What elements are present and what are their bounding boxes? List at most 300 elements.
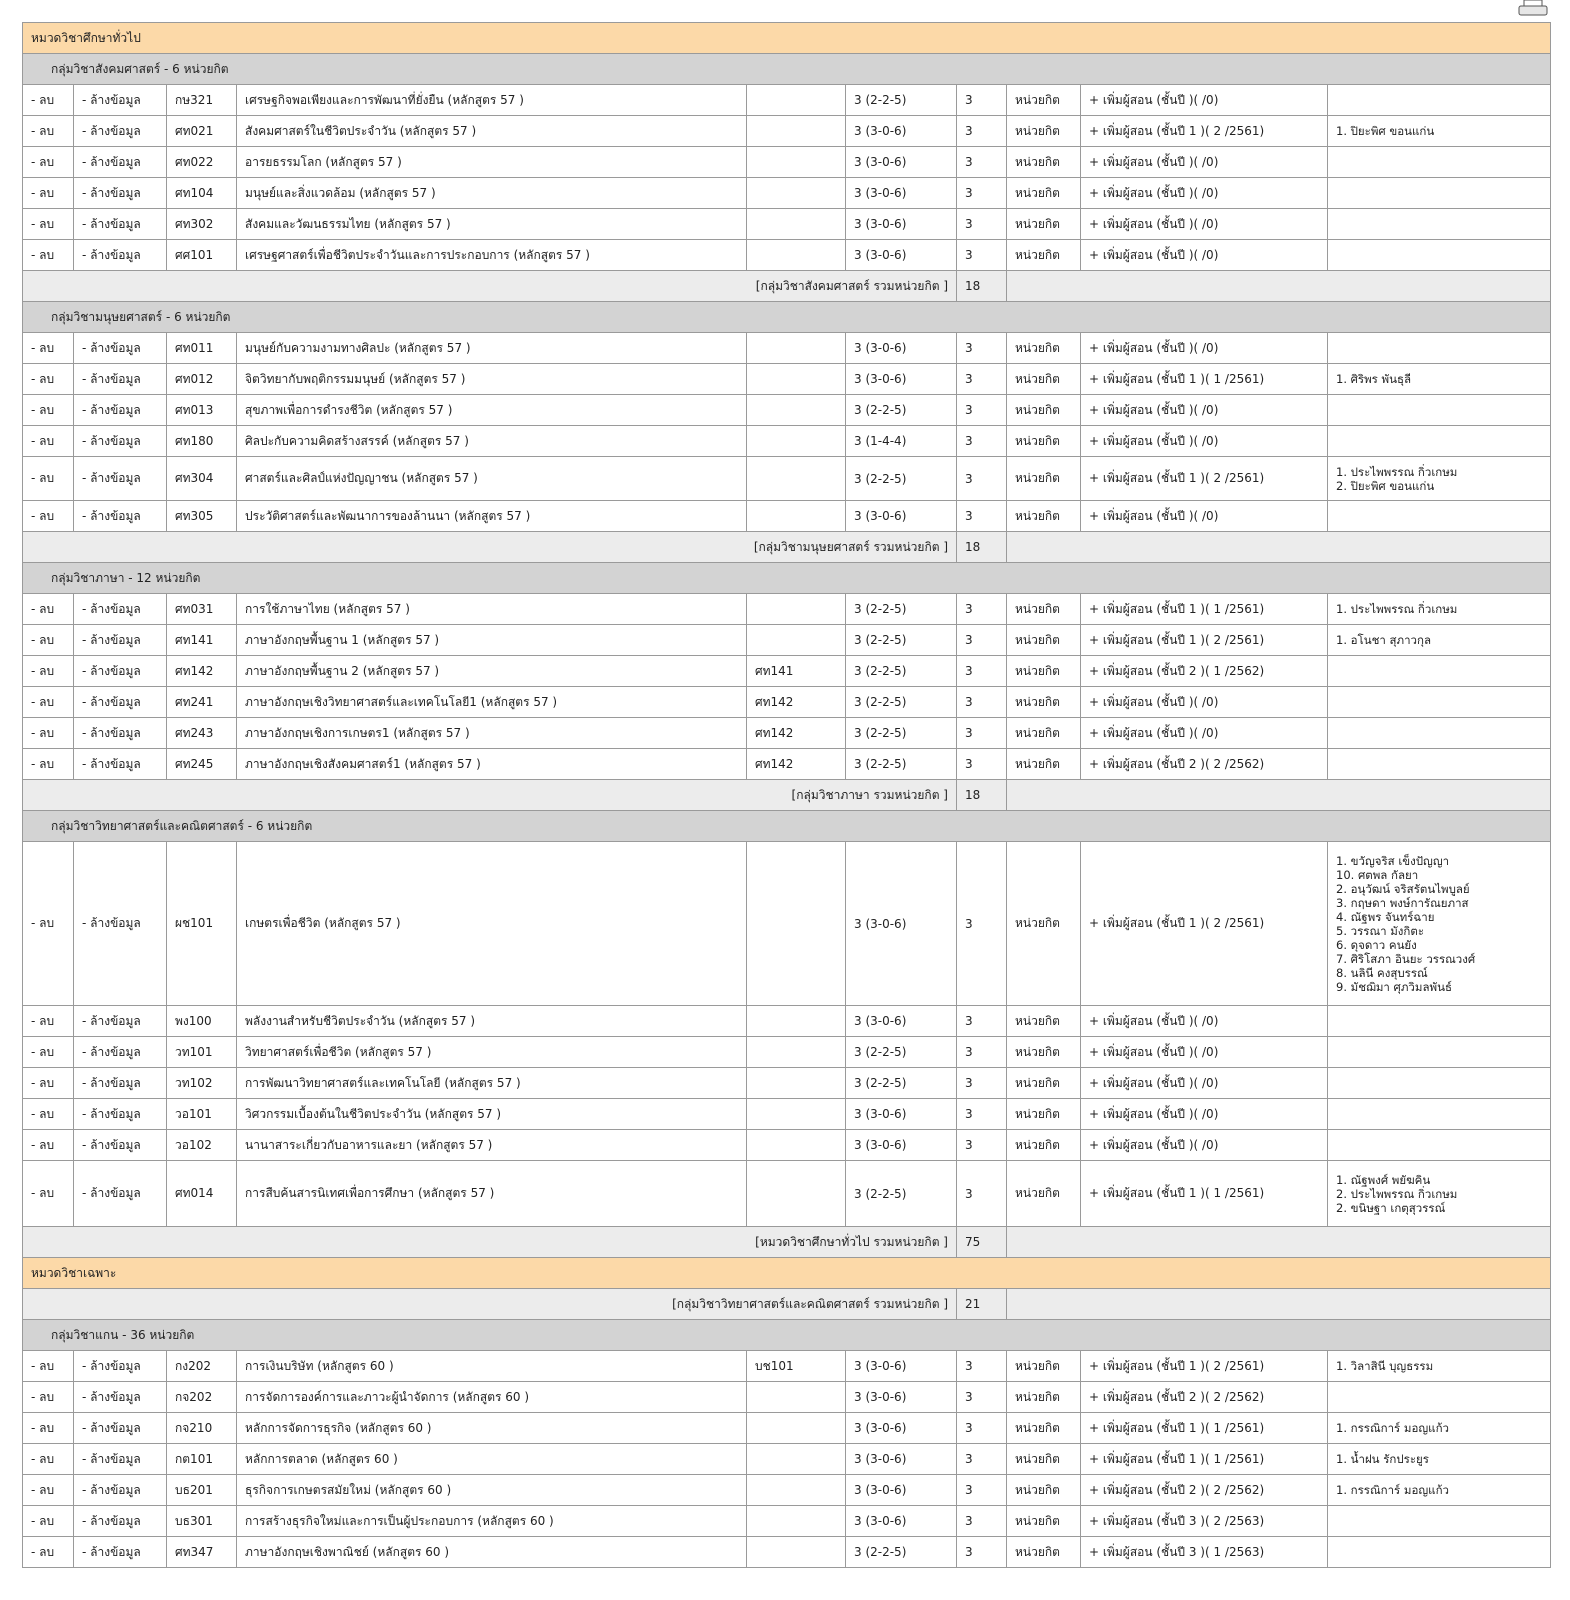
instructor-list: [1328, 240, 1551, 271]
delete-link[interactable]: - ลบ: [31, 402, 55, 417]
clear-data-link[interactable]: - ล้างข้อมูล: [82, 247, 141, 262]
credit-detail: 3 (2-2-5): [846, 718, 957, 749]
clear-data-link[interactable]: - ล้างข้อมูล: [82, 1451, 141, 1466]
clear-cell: [74, 687, 167, 718]
credit-unit: หน่วยกิต: [1007, 1475, 1081, 1506]
add-instructor-cell: [1081, 749, 1328, 780]
clear-data-link[interactable]: - ล้างข้อมูล: [82, 1420, 141, 1435]
prerequisite: [747, 85, 846, 116]
subtotal-label: [กลุ่มวิชาวิทยาศาสตร์และคณิตศาสตร์ รวมหน่วยกิต ]: [23, 1289, 957, 1320]
subtotal-label: [กลุ่มวิชาภาษา รวมหน่วยกิต ]: [23, 780, 957, 811]
add-instructor-link[interactable]: + เพิ่มผู้สอน (ชั้นปี 1 )( 1 /2561): [1089, 1451, 1265, 1466]
clear-cell: [74, 178, 167, 209]
add-instructor-cell: [1081, 85, 1328, 116]
instructor-list: [1328, 85, 1551, 116]
credits: 3: [957, 687, 1007, 718]
add-instructor-cell: [1081, 457, 1328, 501]
add-instructor-link[interactable]: + เพิ่มผู้สอน (ชั้นปี 1 )( 1 /2561): [1089, 371, 1265, 386]
add-instructor-cell: [1081, 1444, 1328, 1475]
credits: 3: [957, 1351, 1007, 1382]
delete-cell: [23, 656, 74, 687]
group-label: กลุ่มวิชาวิทยาศาสตร์และคณิตศาสตร์ - 6 หน่วยกิต: [23, 811, 1551, 842]
credit-detail: 3 (3-0-6): [846, 1130, 957, 1161]
course-row: [23, 501, 1551, 532]
credits: 3: [957, 1475, 1007, 1506]
clear-data-link[interactable]: - ล้างข้อมูล: [82, 92, 141, 107]
add-instructor-link[interactable]: + เพิ่มผู้สอน (ชั้นปี 3 )( 1 /2563): [1089, 1544, 1265, 1559]
instructor-list: [1328, 1130, 1551, 1161]
clear-data-link[interactable]: - ล้างข้อมูล: [82, 471, 141, 485]
add-instructor-link[interactable]: + เพิ่มผู้สอน (ชั้นปี )( /0): [1089, 433, 1219, 448]
course-code: ศท104: [167, 178, 237, 209]
instructor-list: [1328, 501, 1551, 532]
delete-link[interactable]: - ลบ: [31, 123, 55, 138]
credit-unit: หน่วยกิต: [1007, 395, 1081, 426]
clear-cell: [74, 333, 167, 364]
add-instructor-link[interactable]: + เพิ่มผู้สอน (ชั้นปี 1 )( 2 /2561): [1089, 471, 1265, 485]
clear-cell: [74, 1444, 167, 1475]
instructor-name: 2. ปิยะพิศ ขอนแก่น: [1336, 478, 1435, 493]
add-instructor-link[interactable]: + เพิ่มผู้สอน (ชั้นปี 1 )( 2 /2561): [1089, 916, 1265, 930]
clear-cell: [74, 1413, 167, 1444]
delete-link[interactable]: - ลบ: [31, 1358, 55, 1373]
add-instructor-cell: [1081, 501, 1328, 532]
delete-cell: [23, 1068, 74, 1099]
add-instructor-link[interactable]: + เพิ่มผู้สอน (ชั้นปี )( /0): [1089, 725, 1219, 740]
add-instructor-link[interactable]: + เพิ่มผู้สอน (ชั้นปี 1 )( 1 /2561): [1089, 601, 1265, 616]
credit-detail: 3 (3-0-6): [846, 1351, 957, 1382]
clear-data-link[interactable]: - ล้างข้อมูล: [82, 1544, 141, 1559]
course-row: [23, 1006, 1551, 1037]
prerequisite: [747, 364, 846, 395]
course-code: พง100: [167, 1006, 237, 1037]
subtotal-row: [23, 532, 1551, 563]
credits: 3: [957, 147, 1007, 178]
delete-link[interactable]: - ลบ: [31, 1075, 55, 1090]
add-instructor-link[interactable]: + เพิ่มผู้สอน (ชั้นปี )( /0): [1089, 1044, 1219, 1059]
delete-link[interactable]: - ลบ: [31, 1389, 55, 1404]
course-row: [23, 749, 1551, 780]
credit-unit: หน่วยกิต: [1007, 116, 1081, 147]
clear-data-link[interactable]: - ล้างข้อมูล: [82, 216, 141, 231]
add-instructor-link[interactable]: + เพิ่มผู้สอน (ชั้นปี 2 )( 2 /2562): [1089, 1389, 1265, 1404]
clear-cell: [74, 1037, 167, 1068]
credit-detail: 3 (3-0-6): [846, 842, 957, 1006]
clear-data-link[interactable]: - ล้างข้อมูล: [82, 1482, 141, 1497]
subtotal-credits: 18: [957, 780, 1007, 811]
delete-link[interactable]: - ลบ: [31, 471, 55, 485]
subtotal-filler: [1007, 780, 1551, 811]
delete-cell: [23, 1506, 74, 1537]
credit-unit: หน่วยกิต: [1007, 426, 1081, 457]
clear-data-link[interactable]: - ล้างข้อมูล: [82, 340, 141, 355]
delete-cell: [23, 749, 74, 780]
category-label: หมวดวิชาศึกษาทั่วไป: [23, 23, 1551, 54]
instructor-list: [1328, 656, 1551, 687]
delete-link[interactable]: - ลบ: [31, 1513, 55, 1528]
course-name: การสืบค้นสารนิเทศเพื่อการศึกษา (หลักสูตร 57 ): [237, 1161, 747, 1227]
instructor-list: [1328, 1413, 1551, 1444]
clear-data-link[interactable]: - ล้างข้อมูล: [82, 1358, 141, 1373]
credit-unit: หน่วยกิต: [1007, 1413, 1081, 1444]
category-label: หมวดวิชาเฉพาะ: [23, 1258, 1551, 1289]
course-row: [23, 426, 1551, 457]
course-name: สังคมและวัฒนธรรมไทย (หลักสูตร 57 ): [237, 209, 747, 240]
instructor-list: [1328, 1037, 1551, 1068]
delete-link[interactable]: - ลบ: [31, 601, 55, 616]
subtotal-credits: 18: [957, 532, 1007, 563]
credits: 3: [957, 1037, 1007, 1068]
credit-unit: หน่วยกิต: [1007, 625, 1081, 656]
prerequisite: [747, 1444, 846, 1475]
add-instructor-link[interactable]: + เพิ่มผู้สอน (ชั้นปี )( /0): [1089, 340, 1219, 355]
clear-data-link[interactable]: - ล้างข้อมูล: [82, 123, 141, 138]
delete-cell: [23, 395, 74, 426]
delete-link[interactable]: - ลบ: [31, 1186, 55, 1200]
credit-unit: หน่วยกิต: [1007, 1099, 1081, 1130]
course-code: ศท022: [167, 147, 237, 178]
credit-unit: หน่วยกิต: [1007, 457, 1081, 501]
add-instructor-link[interactable]: + เพิ่มผู้สอน (ชั้นปี 2 )( 2 /2562): [1089, 1482, 1265, 1497]
course-code: ศท021: [167, 116, 237, 147]
course-code: ผช101: [167, 842, 237, 1006]
delete-link[interactable]: - ลบ: [31, 694, 55, 709]
clear-data-link[interactable]: - ล้างข้อมูล: [82, 601, 141, 616]
clear-data-link[interactable]: - ล้างข้อมูล: [82, 1389, 141, 1404]
clear-data-link[interactable]: - ล้างข้อมูล: [82, 402, 141, 417]
instructor-name: 5. วรรณา มังกิตะ: [1336, 923, 1425, 938]
delete-cell: [23, 1006, 74, 1037]
instructor-name: 8. นลินี คงสุบรรณ์: [1336, 965, 1428, 980]
add-instructor-link[interactable]: + เพิ่มผู้สอน (ชั้นปี )( /0): [1089, 1075, 1219, 1090]
course-row: [23, 1382, 1551, 1413]
clear-data-link[interactable]: - ล้างข้อมูล: [82, 185, 141, 200]
credits: 3: [957, 116, 1007, 147]
course-code: ศท013: [167, 395, 237, 426]
instructor-name: 1. ปิยะพิศ ขอนแก่น: [1336, 124, 1435, 138]
credit-detail: 3 (3-0-6): [846, 1099, 957, 1130]
add-instructor-link[interactable]: + เพิ่มผู้สอน (ชั้นปี 1 )( 2 /2561): [1089, 123, 1265, 138]
clear-cell: [74, 718, 167, 749]
clear-cell: [74, 209, 167, 240]
subtotal-filler: [1007, 532, 1551, 563]
delete-cell: [23, 1099, 74, 1130]
clear-data-link[interactable]: - ล้างข้อมูล: [82, 1013, 141, 1028]
course-code: ศศ101: [167, 240, 237, 271]
course-name: การใช้ภาษาไทย (หลักสูตร 57 ): [237, 594, 747, 625]
course-row: [23, 687, 1551, 718]
add-instructor-link[interactable]: + เพิ่มผู้สอน (ชั้นปี )( /0): [1089, 154, 1219, 169]
delete-link[interactable]: - ลบ: [31, 632, 55, 647]
instructor-list: [1328, 116, 1551, 147]
course-row: [23, 1130, 1551, 1161]
clear-cell: [74, 1099, 167, 1130]
course-code: กจ202: [167, 1382, 237, 1413]
instructor-list: [1328, 625, 1551, 656]
clear-data-link[interactable]: - ล้างข้อมูล: [82, 694, 141, 709]
prerequisite: [747, 116, 846, 147]
credits: 3: [957, 718, 1007, 749]
prerequisite: [747, 1068, 846, 1099]
course-row: [23, 178, 1551, 209]
delete-link[interactable]: - ลบ: [31, 916, 55, 930]
clear-data-link[interactable]: - ล้างข้อมูล: [82, 433, 141, 448]
add-instructor-link[interactable]: + เพิ่มผู้สอน (ชั้นปี 1 )( 2 /2561): [1089, 1358, 1265, 1373]
delete-cell: [23, 687, 74, 718]
instructor-list: [1328, 749, 1551, 780]
instructor-name: 6. ดุจดาว คนยัง: [1336, 937, 1417, 952]
clear-data-link[interactable]: - ล้างข้อมูล: [82, 1075, 141, 1090]
delete-link[interactable]: - ลบ: [31, 185, 55, 200]
instructor-list: [1328, 395, 1551, 426]
clear-data-link[interactable]: - ล้างข้อมูล: [82, 154, 141, 169]
clear-data-link[interactable]: - ล้างข้อมูล: [82, 663, 141, 678]
delete-link[interactable]: - ลบ: [31, 340, 55, 355]
course-name: ธุรกิจการเกษตรสมัยใหม่ (หลักสูตร 60 ): [237, 1475, 747, 1506]
clear-cell: [74, 457, 167, 501]
credit-unit: หน่วยกิต: [1007, 1130, 1081, 1161]
prerequisite: ศท142: [747, 687, 846, 718]
delete-link[interactable]: - ลบ: [31, 756, 55, 771]
credit-unit: หน่วยกิต: [1007, 85, 1081, 116]
credit-detail: 3 (3-0-6): [846, 178, 957, 209]
add-instructor-link[interactable]: + เพิ่มผู้สอน (ชั้นปี 1 )( 1 /2561): [1089, 1186, 1265, 1200]
credit-unit: หน่วยกิต: [1007, 501, 1081, 532]
credit-unit: หน่วยกิต: [1007, 1444, 1081, 1475]
instructor-list: [1328, 1068, 1551, 1099]
course-code: ศท141: [167, 625, 237, 656]
instructor-list: [1328, 1537, 1551, 1568]
delete-link[interactable]: - ลบ: [31, 92, 55, 107]
add-instructor-link[interactable]: + เพิ่มผู้สอน (ชั้นปี )( /0): [1089, 216, 1219, 231]
clear-data-link[interactable]: - ล้างข้อมูล: [82, 371, 141, 386]
course-code: ศท142: [167, 656, 237, 687]
delete-link[interactable]: - ลบ: [31, 508, 55, 523]
credit-detail: 3 (3-0-6): [846, 1413, 957, 1444]
course-row: [23, 457, 1551, 501]
course-row: [23, 1506, 1551, 1537]
delete-link[interactable]: - ลบ: [31, 1544, 55, 1559]
add-instructor-cell: [1081, 1006, 1328, 1037]
instructor-name: 2. ประไพพรรณ กิ่วเกษม: [1336, 1186, 1458, 1201]
clear-cell: [74, 147, 167, 178]
subtotal-row: [23, 271, 1551, 302]
course-code: ศท245: [167, 749, 237, 780]
credit-unit: หน่วยกิต: [1007, 594, 1081, 625]
course-name: การจัดการองค์การและภาวะผู้นำจัดการ (หลักสูตร 60 ): [237, 1382, 747, 1413]
clear-data-link[interactable]: - ล้างข้อมูล: [82, 1137, 141, 1152]
add-instructor-cell: [1081, 1161, 1328, 1227]
instructor-list: [1328, 594, 1551, 625]
clear-data-link[interactable]: - ล้างข้อมูล: [82, 508, 141, 523]
prerequisite: [747, 1161, 846, 1227]
prerequisite: [747, 1506, 846, 1537]
category-header-row: [23, 1258, 1551, 1289]
add-instructor-link[interactable]: + เพิ่มผู้สอน (ชั้นปี 1 )( 1 /2561): [1089, 1420, 1265, 1435]
group-label: กลุ่มวิชาสังคมศาสตร์ - 6 หน่วยกิต: [23, 54, 1551, 85]
credit-unit: หน่วยกิต: [1007, 178, 1081, 209]
delete-cell: [23, 116, 74, 147]
credit-detail: 3 (3-0-6): [846, 364, 957, 395]
credits: 3: [957, 1444, 1007, 1475]
delete-link[interactable]: - ลบ: [31, 725, 55, 740]
subtotal-credits: 18: [957, 271, 1007, 302]
credit-unit: หน่วยกิต: [1007, 687, 1081, 718]
group-label: กลุ่มวิชามนุษยศาสตร์ - 6 หน่วยกิต: [23, 302, 1551, 333]
clear-cell: [74, 364, 167, 395]
delete-link[interactable]: - ลบ: [31, 154, 55, 169]
prerequisite: [747, 178, 846, 209]
credits: 3: [957, 842, 1007, 1006]
add-instructor-link[interactable]: + เพิ่มผู้สอน (ชั้นปี )( /0): [1089, 508, 1219, 523]
credit-detail: 3 (2-2-5): [846, 395, 957, 426]
course-name: นานาสาระเกี่ยวกับอาหารและยา (หลักสูตร 57 ): [237, 1130, 747, 1161]
add-instructor-link[interactable]: + เพิ่มผู้สอน (ชั้นปี )( /0): [1089, 402, 1219, 417]
credit-detail: 3 (3-0-6): [846, 1506, 957, 1537]
prerequisite: [747, 1130, 846, 1161]
prerequisite: [747, 209, 846, 240]
course-row: [23, 1351, 1551, 1382]
clear-data-link[interactable]: - ล้างข้อมูล: [82, 725, 141, 740]
printer-icon[interactable]: [1518, 0, 1548, 16]
course-row: [23, 147, 1551, 178]
delete-link[interactable]: - ลบ: [31, 1451, 55, 1466]
course-row: [23, 1444, 1551, 1475]
course-code: วอ102: [167, 1130, 237, 1161]
add-instructor-cell: [1081, 147, 1328, 178]
group-label: กลุ่มวิชาภาษา - 12 หน่วยกิต: [23, 563, 1551, 594]
delete-link[interactable]: - ลบ: [31, 216, 55, 231]
delete-link[interactable]: - ลบ: [31, 1482, 55, 1497]
course-name: อารยธรรมโลก (หลักสูตร 57 ): [237, 147, 747, 178]
prerequisite: [747, 594, 846, 625]
delete-cell: [23, 426, 74, 457]
instructor-name: 1. ประไพพรรณ กิ่วเกษม: [1336, 464, 1458, 479]
delete-link[interactable]: - ลบ: [31, 247, 55, 262]
credits: 3: [957, 1161, 1007, 1227]
instructor-name: 2. อนุวัฒน์ จริสรัตนไพบูลย์: [1336, 881, 1470, 896]
clear-cell: [74, 395, 167, 426]
course-row: [23, 1068, 1551, 1099]
clear-data-link[interactable]: - ล้างข้อมูล: [82, 1186, 141, 1200]
prerequisite: [747, 457, 846, 501]
add-instructor-cell: [1081, 116, 1328, 147]
add-instructor-cell: [1081, 594, 1328, 625]
course-row: [23, 1413, 1551, 1444]
clear-cell: [74, 749, 167, 780]
course-name: วิศวกรรมเบื้องต้นในชีวิตประจำวัน (หลักสูตร 57 ): [237, 1099, 747, 1130]
delete-cell: [23, 364, 74, 395]
clear-data-link[interactable]: - ล้างข้อมูล: [82, 756, 141, 771]
group-header-row: [23, 563, 1551, 594]
delete-link[interactable]: - ลบ: [31, 663, 55, 678]
add-instructor-cell: [1081, 1351, 1328, 1382]
course-name: การพัฒนาวิทยาศาสตร์และเทคโนโลยี (หลักสูตร 57 ): [237, 1068, 747, 1099]
course-name: ศิลปะกับความคิดสร้างสรรค์ (หลักสูตร 57 ): [237, 426, 747, 457]
course-row: [23, 656, 1551, 687]
clear-cell: [74, 85, 167, 116]
credits: 3: [957, 85, 1007, 116]
add-instructor-cell: [1081, 426, 1328, 457]
add-instructor-link[interactable]: + เพิ่มผู้สอน (ชั้นปี 3 )( 2 /2563): [1089, 1513, 1265, 1528]
category-header-row: [23, 23, 1551, 54]
prerequisite: [747, 1413, 846, 1444]
credits: 3: [957, 364, 1007, 395]
credit-detail: 3 (3-0-6): [846, 147, 957, 178]
add-instructor-link[interactable]: + เพิ่มผู้สอน (ชั้นปี )( /0): [1089, 1137, 1219, 1152]
add-instructor-link[interactable]: + เพิ่มผู้สอน (ชั้นปี )( /0): [1089, 1013, 1219, 1028]
course-code: กง202: [167, 1351, 237, 1382]
credits: 3: [957, 1099, 1007, 1130]
add-instructor-link[interactable]: + เพิ่มผู้สอน (ชั้นปี )( /0): [1089, 1106, 1219, 1121]
course-name: การสร้างธุรกิจใหม่และการเป็นผู้ประกอบการ (หลักสูตร 60 ): [237, 1506, 747, 1537]
delete-link[interactable]: - ลบ: [31, 1106, 55, 1121]
clear-cell: [74, 1537, 167, 1568]
instructor-list: [1328, 333, 1551, 364]
clear-data-link[interactable]: - ล้างข้อมูล: [82, 1044, 141, 1059]
group-header-row: [23, 54, 1551, 85]
credits: 3: [957, 240, 1007, 271]
delete-link[interactable]: - ลบ: [31, 1044, 55, 1059]
credit-detail: 3 (2-2-5): [846, 625, 957, 656]
prerequisite: [747, 426, 846, 457]
course-row: [23, 1099, 1551, 1130]
delete-link[interactable]: - ลบ: [31, 1013, 55, 1028]
add-instructor-link[interactable]: + เพิ่มผู้สอน (ชั้นปี )( /0): [1089, 185, 1219, 200]
credit-unit: หน่วยกิต: [1007, 1351, 1081, 1382]
clear-data-link[interactable]: - ล้างข้อมูล: [82, 1106, 141, 1121]
delete-cell: [23, 718, 74, 749]
clear-cell: [74, 1475, 167, 1506]
course-name: เศรษฐกิจพอเพียงและการพัฒนาที่ยั่งยืน (หลักสูตร 57 ): [237, 85, 747, 116]
add-instructor-cell: [1081, 364, 1328, 395]
add-instructor-link[interactable]: + เพิ่มผู้สอน (ชั้นปี 1 )( 2 /2561): [1089, 632, 1265, 647]
course-row: [23, 1475, 1551, 1506]
add-instructor-cell: [1081, 656, 1328, 687]
clear-data-link[interactable]: - ล้างข้อมูล: [82, 632, 141, 647]
course-code: ศท243: [167, 718, 237, 749]
add-instructor-cell: [1081, 395, 1328, 426]
subtotal-row: [23, 780, 1551, 811]
course-name: ภาษาอังกฤษพื้นฐาน 2 (หลักสูตร 57 ): [237, 656, 747, 687]
delete-link[interactable]: - ลบ: [31, 371, 55, 386]
delete-cell: [23, 457, 74, 501]
delete-link[interactable]: - ลบ: [31, 1137, 55, 1152]
add-instructor-link[interactable]: + เพิ่มผู้สอน (ชั้นปี 2 )( 1 /2562): [1089, 663, 1265, 678]
curriculum-table: [22, 22, 1551, 1568]
delete-link[interactable]: - ลบ: [31, 1420, 55, 1435]
add-instructor-link[interactable]: + เพิ่มผู้สอน (ชั้นปี )( /0): [1089, 694, 1219, 709]
credit-detail: 3 (2-2-5): [846, 1537, 957, 1568]
delete-link[interactable]: - ลบ: [31, 433, 55, 448]
credit-unit: หน่วยกิต: [1007, 364, 1081, 395]
credit-unit: หน่วยกิต: [1007, 749, 1081, 780]
add-instructor-link[interactable]: + เพิ่มผู้สอน (ชั้นปี )( /0): [1089, 92, 1219, 107]
clear-data-link[interactable]: - ล้างข้อมูล: [82, 1513, 141, 1528]
add-instructor-link[interactable]: + เพิ่มผู้สอน (ชั้นปี 2 )( 2 /2562): [1089, 756, 1265, 771]
add-instructor-link[interactable]: + เพิ่มผู้สอน (ชั้นปี )( /0): [1089, 247, 1219, 262]
clear-data-link[interactable]: - ล้างข้อมูล: [82, 916, 141, 930]
subtotal-label: [กลุ่มวิชาสังคมศาสตร์ รวมหน่วยกิต ]: [23, 271, 957, 302]
credit-detail: 3 (3-0-6): [846, 1444, 957, 1475]
course-code: บธ201: [167, 1475, 237, 1506]
subtotal-row: [23, 1289, 1551, 1320]
delete-cell: [23, 147, 74, 178]
credits: 3: [957, 209, 1007, 240]
course-name: หลักการตลาด (หลักสูตร 60 ): [237, 1444, 747, 1475]
clear-cell: [74, 1006, 167, 1037]
credits: 3: [957, 178, 1007, 209]
